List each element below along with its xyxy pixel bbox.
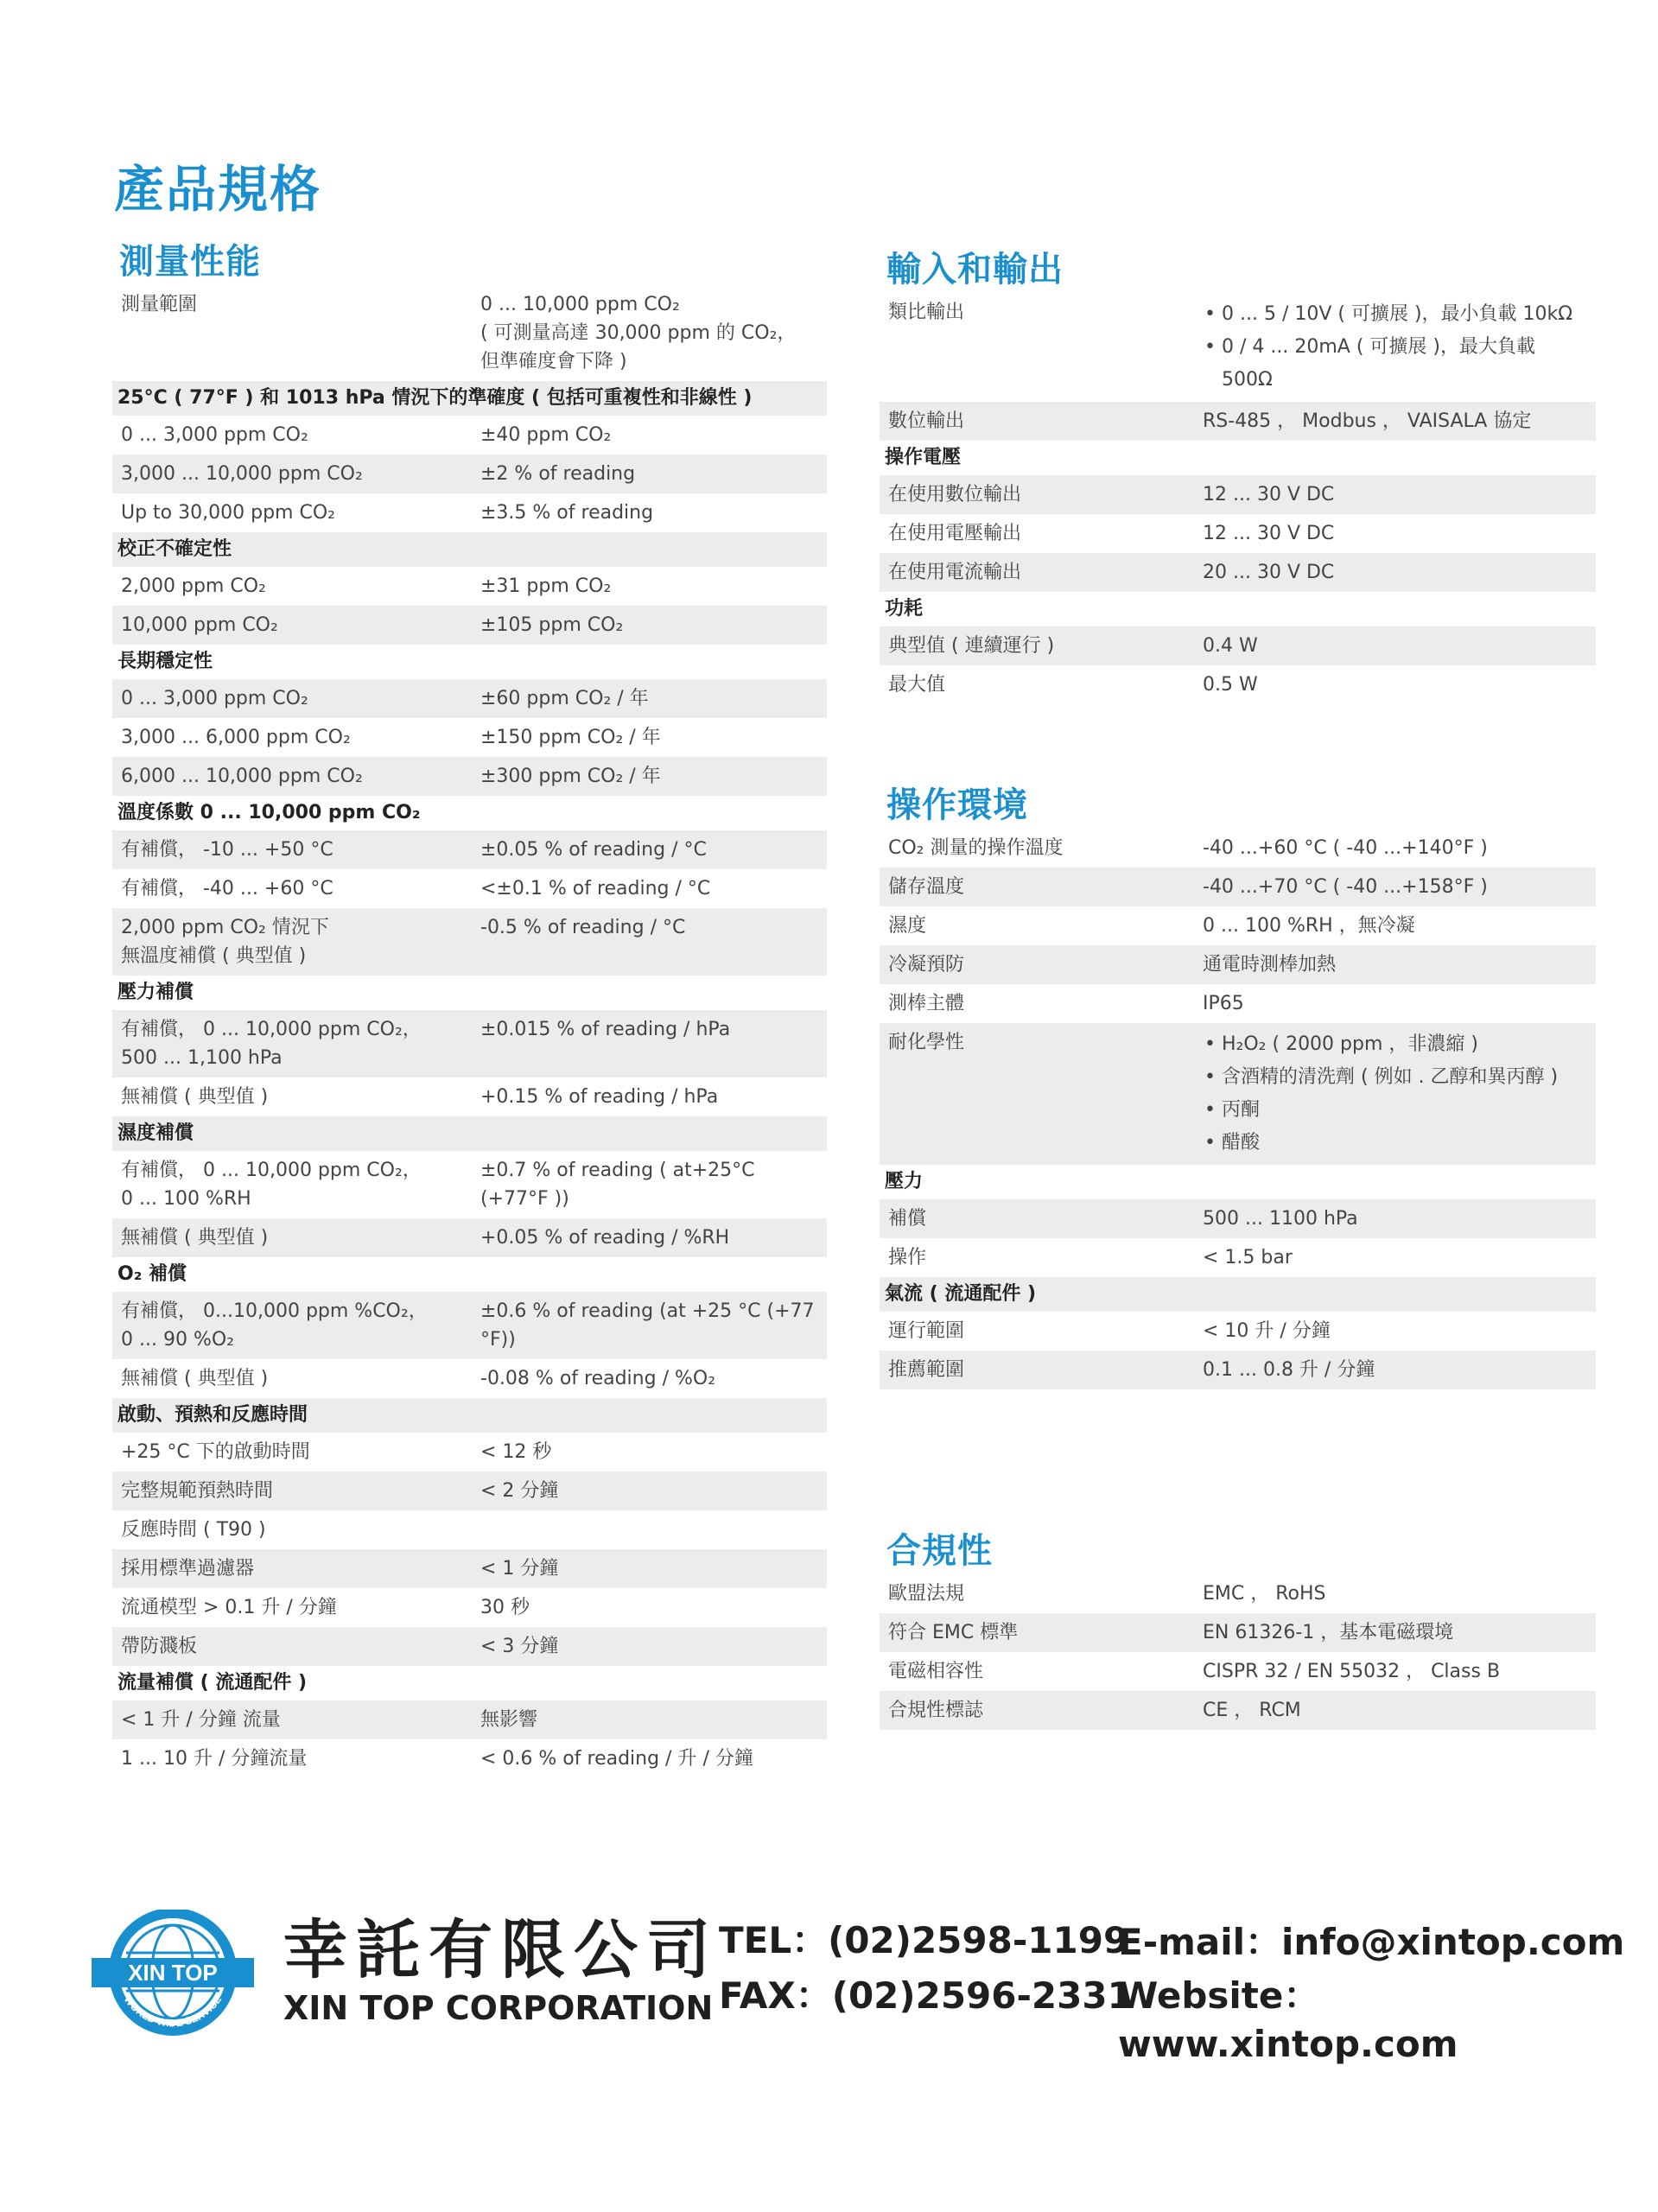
spec-value: ±31 ppm CO₂ [480,575,612,597]
spec-group-heading: 操作電壓 [885,447,962,468]
spec-value: 通電時測棒加熱 [1203,954,1337,976]
spec-value: IP65 [1203,993,1244,1014]
spec-row-digital [880,402,1596,441]
spec-key: 有補償， -40 ... +60 °C [121,878,334,899]
spec-key: 1 ... 10 升 / 分鐘流量 [121,1748,308,1770]
spec-row [880,475,1596,514]
spec-key: 在使用電壓輸出 [888,523,1022,544]
spec-key: 數位輸出 [888,410,965,432]
spec-row [112,830,827,869]
spec-row [880,553,1596,592]
spec-row [880,1574,1596,1613]
spec-row [880,514,1596,553]
spec-row [112,1510,827,1549]
spec-key: 3,000 ... 10,000 ppm CO₂ [121,463,363,485]
right-column [880,246,1596,1730]
spec-value: ±40 ppm CO₂ [480,424,612,446]
spec-value [475,285,827,381]
spec-row [112,757,827,796]
spec-value: -0.5 % of reading / °C [480,917,686,938]
spec-value: 0.4 W [1203,635,1258,657]
section-title-env: 操作環境 [886,785,1028,825]
spec-row-chemical [880,1023,1596,1165]
range-line: 0 ... 10,000 ppm CO₂ [480,294,680,315]
spec-row [112,1588,827,1627]
spec-key: 無補償 ( 典型值 ) [121,1368,269,1389]
company-logo [86,1910,259,2039]
bullet-item: • 含酒精的清洗劑 ( 例如 . 乙醇和異丙醇 ) [1203,1061,1591,1094]
spec-row [880,829,1596,868]
compliance-section [880,1528,1596,1730]
spec-row [112,1471,827,1510]
spec-key: 歐盟法規 [888,1583,965,1605]
spec-key: 合規性標誌 [888,1700,984,1721]
spec-row [112,493,827,532]
spec-group-heading: 氣流 ( 流通配件 ) [880,1277,1596,1312]
spec-row [112,606,827,645]
spec-value: ±60 ppm CO₂ / 年 [480,688,649,709]
spec-row [112,1151,827,1218]
spec-group-heading: O₂ 補償 [118,1263,187,1285]
spec-key: 推薦範圍 [888,1359,965,1381]
spec-value: < 2 分鐘 [480,1480,559,1502]
page-title: 產品規格 [114,160,322,219]
tel-text: TEL：(02)2598-1199 [719,1919,1129,1961]
spec-key: 運行範圍 [888,1320,965,1342]
footer [0,1901,1658,2065]
logo-text: XIN TOP [128,1960,218,1986]
spec-value: < 3 分鐘 [480,1636,559,1657]
logo-ring-text-path: WORLD WIDE SERVICE [121,1993,225,2030]
spec-group-heading: 啟動、預熱和反應時間 [112,1398,827,1433]
spec-row [880,1238,1596,1277]
spec-value: 12 ... 30 V DC [1203,484,1335,505]
spec-value: CISPR 32 / EN 55032 ， Class B [1203,1661,1501,1682]
spec-key: 耐化學性 [888,1032,965,1053]
spec-row [880,1199,1596,1238]
spec-value: -40 ...+60 °C ( -40 ...+140°F ) [1203,837,1488,859]
spec-value [1197,1023,1596,1165]
spec-value: ±300 ppm CO₂ / 年 [480,766,661,787]
spec-key: 濕度 [888,915,927,937]
spec-row [112,567,827,606]
spec-value: -40 ...+70 °C ( -40 ...+158°F ) [1203,876,1488,898]
spec-row [112,1627,827,1666]
spec-group-heading: 功耗 [885,598,924,620]
spec-key: 在使用電流輸出 [888,562,1022,583]
spec-value: +0.15 % of reading / hPa [480,1086,719,1108]
spec-row [112,454,827,493]
spec-group-heading: 25°C ( 77°F ) 和 1013 hPa 情況下的準確度 ( 包括可重複性和非線性 ) [112,381,827,416]
spec-value: +0.05 % of reading / %RH [480,1227,730,1249]
spec-key: 無補償 ( 典型值 ) [121,1227,269,1249]
spec-row [880,945,1596,984]
bullet-item: • 醋酸 [1203,1127,1591,1160]
spec-key: 在使用數位輸出 [888,484,1022,505]
spec-key: 類比輸出 [888,302,965,323]
spec-key: 儲存溫度 [888,876,965,898]
spec-key: 流通模型 > 0.1 升 / 分鐘 [121,1597,337,1618]
spec-key: < 1 升 / 分鐘 流量 [121,1709,281,1731]
spec-key: 無補償 ( 典型值 ) [121,1086,269,1108]
spec-row-range [112,285,827,381]
spec-value: 20 ... 30 V DC [1203,562,1335,583]
spec-row [880,984,1596,1023]
spec-row [112,416,827,454]
spec-key: 2,000 ppm CO₂ [121,575,266,597]
spec-row [112,1010,827,1077]
spec-key: 10,000 ppm CO₂ [121,614,278,636]
spec-row [112,1359,827,1398]
spec-key: 有補償， 0...10,000 ppm %CO₂， 0 ... 90 %O₂ [121,1300,428,1351]
company-name-cn: 幸託有限公司 [283,1913,719,1987]
spec-value: CE ， RCM [1203,1700,1301,1721]
spec-value: ±105 ppm CO₂ [480,614,624,636]
measurement-section [112,238,827,1778]
spec-row [112,1549,827,1588]
spec-key: 電磁相容性 [888,1661,984,1682]
section-title-compliance: 合規性 [886,1531,993,1571]
spec-value: < 0.6 % of reading / 升 / 分鐘 [480,1748,753,1770]
spec-row [880,1652,1596,1691]
spec-key: 完整規範預熱時間 [121,1480,274,1502]
range-line: 但準確度會下降 ) [480,351,627,372]
spec-value: < 10 升 / 分鐘 [1203,1320,1331,1342]
spec-key: 6,000 ... 10,000 ppm CO₂ [121,766,363,787]
spec-group-heading: 壓力 [885,1171,924,1192]
spec-key: 典型值 ( 連續運行 ) [888,635,1055,657]
spec-value: -0.08 % of reading / %O₂ [480,1368,716,1389]
compliance-rows [880,1574,1596,1730]
spec-group-heading: 流量補償 ( 流通配件 ) [118,1672,308,1694]
spec-row [880,626,1596,665]
io-groups [880,441,1596,704]
spec-value: < 1 分鐘 [480,1558,559,1580]
spec-key: 符合 EMC 標準 [888,1622,1019,1643]
spec-row [112,869,827,908]
spec-group-heading: 溫度係數 0 ... 10,000 ppm CO₂ [118,802,421,823]
spec-key: 3,000 ... 6,000 ppm CO₂ [121,727,351,748]
spec-row [880,1351,1596,1389]
spec-value: < 1.5 bar [1203,1247,1293,1268]
spec-value [1197,293,1596,402]
spec-value [475,1510,827,1549]
env-groups [880,1165,1596,1389]
spec-key: +25 °C 下的啟動時間 [121,1441,310,1463]
spec-row [112,1433,827,1471]
spec-group-heading: 壓力補償 [118,982,194,1003]
spec-row [880,665,1596,704]
spec-value: 無影響 [480,1709,538,1731]
spec-row-analog [880,293,1596,402]
spec-value: ±3.5 % of reading [480,502,654,524]
spec-value: 30 秒 [480,1597,530,1618]
spec-key: 冷凝預防 [888,954,965,976]
spec-key: 操作 [888,1247,927,1268]
email-link[interactable]: E-mail：info@xintop.com [1118,1921,1625,1963]
spec-key: 有補償， 0 ... 10,000 ppm CO₂， 500 ... 1,100 hPa [121,1019,422,1069]
spec-value: ±150 ppm CO₂ / 年 [480,727,661,748]
spec-value: 0.5 W [1203,674,1258,696]
spec-row [112,718,827,757]
spec-row [112,1739,827,1778]
spec-group-heading: 長期穩定性 [118,651,213,672]
spec-key: 有補償， 0 ... 10,000 ppm CO₂， 0 ... 100 %RH [121,1160,422,1210]
spec-value: 12 ... 30 V DC [1203,523,1335,544]
spec-group-heading: 校正不確定性 [112,532,827,567]
spec-row [880,1691,1596,1730]
spec-row [880,1613,1596,1652]
spec-row [880,906,1596,945]
spec-key: 反應時間 ( T90 ) [121,1519,266,1541]
spec-value: < 12 秒 [480,1441,552,1463]
spec-group-heading: 濕度補償 [112,1116,827,1151]
spec-row [112,1700,827,1739]
io-section [880,246,1596,704]
spec-row [112,679,827,718]
spec-key: 測棒主體 [888,993,965,1014]
spec-value: 500 ... 1100 hPa [1203,1208,1358,1230]
env-section [880,782,1596,1389]
spec-key: Up to 30,000 ppm CO₂ [121,502,335,524]
range-line: ( 可測量高達 30,000 ppm 的 CO₂， [480,322,797,344]
spec-value: EN 61326-1 ，基本電磁環境 [1203,1622,1454,1643]
spec-key: 0 ... 3,000 ppm CO₂ [121,424,308,446]
bullet-item: • H₂O₂ ( 2000 ppm ，非濃縮 ) [1203,1028,1591,1061]
spec-row [112,908,827,976]
section-title-io: 輸入和輸出 [886,250,1064,289]
measurement-groups [112,381,827,1778]
spec-key: 2,000 ppm CO₂ 情況下 無溫度補償 ( 典型值 ) [121,917,329,967]
spec-value: EMC ， RoHS [1203,1583,1326,1605]
spec-key: 測量範圍 [121,294,198,315]
spec-key: 帶防濺板 [121,1636,198,1657]
spec-value: RS-485 ， Modbus ， VAISALA 協定 [1203,410,1532,432]
bullet-item: • 0 ... 5 / 10V ( 可擴展 )，最小負載 10kΩ [1203,298,1591,331]
bullet-item: • 丙酮 [1203,1094,1591,1127]
spec-value: ±0.015 % of reading / hPa [480,1019,731,1040]
fax-text: FAX：(02)2596-2331 [719,1974,1133,2017]
spec-value: 0 ... 100 %RH ，無冷凝 [1203,915,1415,937]
spec-row [112,1292,827,1359]
spec-key: 補償 [888,1208,927,1230]
spec-value: ±0.7 % of reading ( at+25°C (+77°F )) [480,1160,755,1210]
spec-key: CO₂ 測量的操作溫度 [888,837,1064,859]
company-name-en: XIN TOP CORPORATION [283,1989,714,2027]
spec-value: 0.1 ... 0.8 升 / 分鐘 [1203,1359,1375,1381]
website-link[interactable]: Website：www.xintop.com [1118,1974,1458,2065]
spec-row [880,1312,1596,1351]
spec-row [112,1077,827,1116]
bullet-item: • 0 / 4 ... 20mA ( 可擴展 )，最大負載 500Ω [1203,331,1591,397]
spec-key: 最大值 [888,674,946,696]
spec-key: 有補償， -10 ... +50 °C [121,839,334,861]
section-title-measurement: 測量性能 [119,242,261,282]
spec-key: 採用標準過濾器 [121,1558,255,1580]
spec-value: ±0.6 % of reading (at +25 °C (+77 °F)) [480,1300,815,1351]
env-rows [880,829,1596,1023]
spec-row [880,868,1596,906]
spec-value: ±0.05 % of reading / °C [480,839,707,861]
spec-value: ±2 % of reading [480,463,636,485]
spec-row [112,1218,827,1257]
spec-value: <±0.1 % of reading / °C [480,878,711,899]
spec-key: 0 ... 3,000 ppm CO₂ [121,688,308,709]
